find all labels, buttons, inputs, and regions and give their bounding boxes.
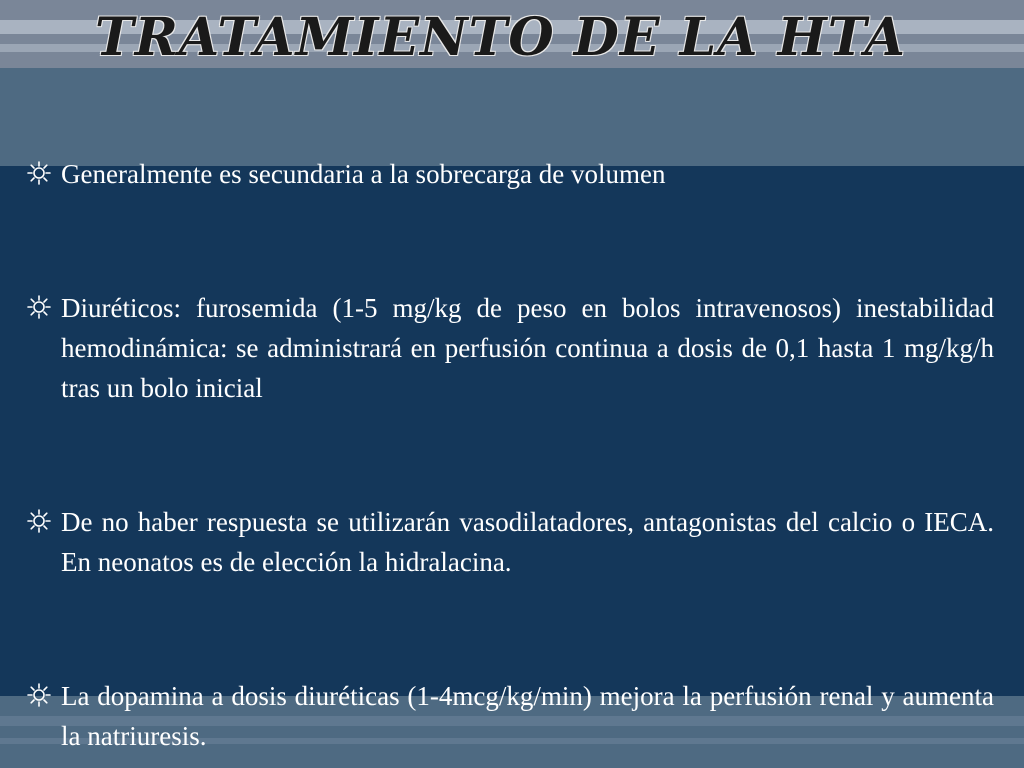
sun-bullet-icon — [26, 508, 52, 534]
bullet-item — [26, 502, 994, 582]
bullet-item — [26, 154, 994, 194]
sun-bullet-icon — [26, 160, 52, 186]
bullet-text: Diuréticos: furosemida (1-5 mg/kg de peso en bolos intravenosos) inestabilidad hemodinámica: se administrará en perfusión continua a dosis de 0,1 hasta 1 mg/kg/h tras un bolo inicial — [61, 293, 994, 403]
subheader-band — [0, 68, 1024, 166]
sun-bullet-icon — [26, 294, 52, 320]
bullet-item — [26, 676, 994, 756]
slide-title: TRATAMIENTO DE LA HTA — [95, 7, 906, 68]
sun-bullet-icon — [26, 682, 52, 708]
bullet-item — [26, 288, 994, 408]
content-background — [0, 166, 1024, 696]
bullet-text: La dopamina a dosis diuréticas (1-4mcg/kg/min) mejora la perfusión renal y aumenta la natriuresis. — [61, 681, 994, 751]
bullet-text: Generalmente es secundaria a la sobrecarga de volumen — [61, 159, 666, 189]
bullet-text: De no haber respuesta se utilizarán vasodilatadores, antagonistas del calcio o IECA. En neonatos es de elección la hidralacina. — [61, 507, 994, 577]
